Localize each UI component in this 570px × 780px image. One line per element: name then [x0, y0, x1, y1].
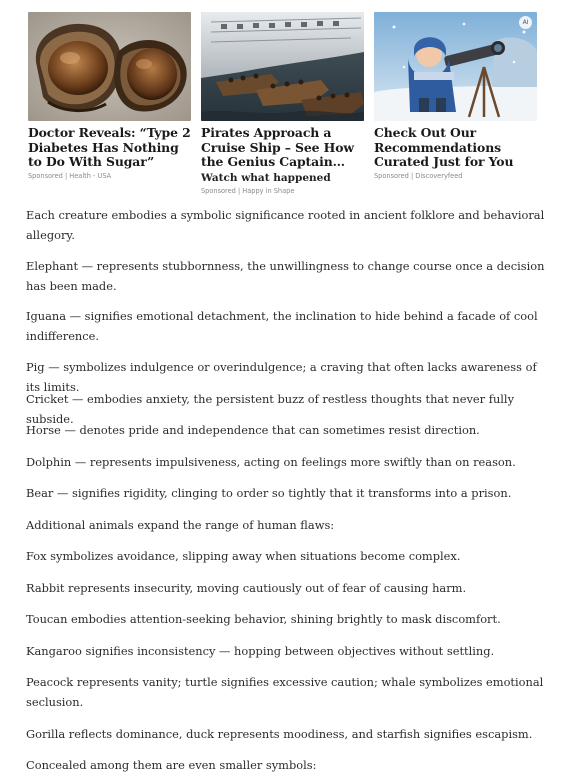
ad-card-diabetes[interactable]: [28, 12, 191, 181]
article-paragraph: Peacock represents vanity; turtle signifies excessive caution; whale symbolizes emotional seclusion.: [26, 675, 544, 709]
article-paragraph: Kangaroo signifies inconsistency — hopping between objectives without settling.: [26, 644, 495, 658]
ad-image-cruise-ship[interactable]: [201, 12, 364, 121]
article-paragraph: Each creature embodies a symbolic significance rooted in ancient folklore and behavioral allegory.: [26, 208, 545, 242]
article-paragraph: Gorilla reflects dominance, duck represents moodiness, and starfish signifies escapism.: [26, 727, 533, 741]
ad-sponsor-label: Sponsored | Discoveryfeed: [374, 171, 463, 180]
ai-badge: AI: [519, 16, 532, 29]
ad-image-seeds[interactable]: [28, 12, 191, 121]
article-paragraph: Bear — signifies rigidity, clinging to order so tightly that it transforms into a prison.: [26, 486, 512, 500]
article-paragraph: Concealed among them are even smaller symbols:: [26, 758, 317, 772]
ad-sponsor-label: Sponsored | Happy in Shape: [201, 186, 295, 195]
article-paragraph: Toucan embodies attention-seeking behavior, shining brightly to mask discomfort.: [26, 612, 501, 626]
article-paragraph: Additional animals expand the range of human flaws:: [26, 518, 335, 532]
article-paragraph: Fox symbolizes avoidance, slipping away when situations become complex.: [26, 549, 461, 563]
ad-sponsor-label: Sponsored | Health - USA: [28, 171, 112, 180]
sponsored-ads-row: [28, 12, 538, 197]
ad-title[interactable]: Check Out Our Recommendations Curated Just for You: [374, 125, 514, 170]
article-paragraph: Elephant — represents stubbornness, the unwillingness to change course once a decision has been made.: [26, 259, 545, 293]
article-paragraph: Dolphin — represents impulsiveness, acting on feelings more swiftly than on reason.: [26, 455, 516, 469]
article-paragraph: Iguana — signifies emotional detachment, the inclination to hide behind a facade of cool indifference.: [26, 309, 538, 343]
article-paragraph: Cricket — embodies anxiety, the persistent buzz of restless thoughts that never fully subside.: [26, 392, 515, 426]
ad-subtitle[interactable]: Watch what happened: [201, 171, 331, 184]
ad-title[interactable]: Pirates Approach a Cruise Ship – See How the Genius Captain…: [201, 125, 354, 170]
article-paragraph: Pig — symbolizes indulgence or overindulgence; a craving that often lacks awareness of its limits.: [26, 360, 537, 394]
article-paragraph: Rabbit represents insecurity, moving cautiously out of fear of causing harm.: [26, 581, 467, 595]
ad-image-telescope-girl[interactable]: [374, 12, 537, 121]
ad-card-recommendations[interactable]: [374, 12, 537, 181]
ad-title[interactable]: Doctor Reveals: “Type 2 Diabetes Has Nothing to Do With Sugar”: [28, 125, 191, 170]
article-paragraph: Horse — denotes pride and independence that can sometimes resist direction.: [26, 423, 480, 437]
ad-card-pirates[interactable]: [201, 12, 364, 196]
